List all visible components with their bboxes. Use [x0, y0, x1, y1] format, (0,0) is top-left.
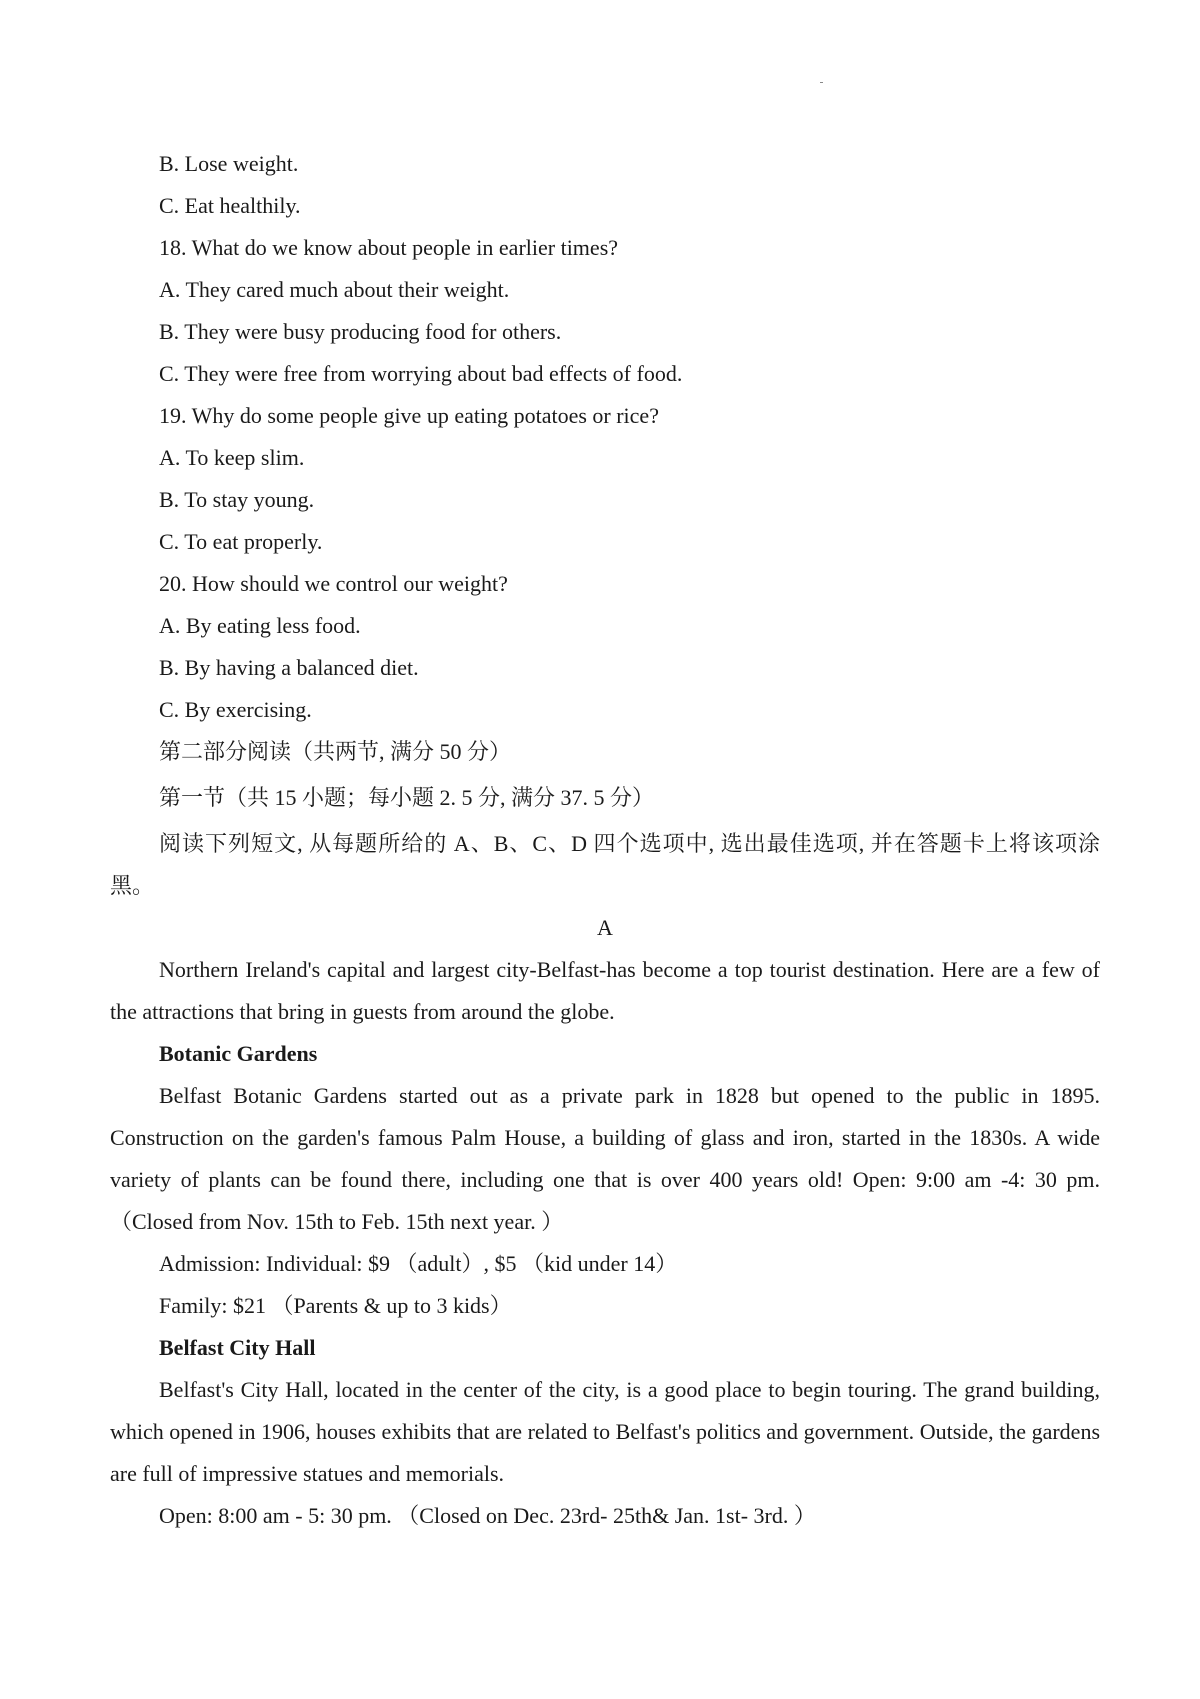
- city-hall-body: Belfast's City Hall, located in the center of the city, is a good place to begin touring. The grand building, which opened in 1906, houses exhibits that are related to Belfast's politics and government. Outside, the gardens are full of impressive statues and memorials.: [110, 1377, 1100, 1486]
- part2-title: 第二部分阅读（共两节, 满分 50 分）: [159, 739, 512, 764]
- q17-option-b: B. Lose weight.: [159, 151, 299, 176]
- scan-mark: [820, 82, 823, 83]
- section1-title: 第一节（共 15 小题；每小题 2. 5 分, 满分 37. 5 分）: [159, 785, 655, 810]
- botanic-admission: Admission: Individual: $9 （adult）, $5 （kid under 14）: [159, 1251, 678, 1276]
- q20-question: 20. How should we control our weight?: [159, 571, 508, 596]
- q18-option-b: B. They were busy producing food for others.: [159, 319, 562, 344]
- botanic-family: Family: $21 （Parents & up to 3 kids）: [159, 1293, 512, 1318]
- botanic-body: Belfast Botanic Gardens started out as a private park in 1828 but opened to the public in 1895. Construction on the garden's famous Palm House, a building of glass and iron, started in the 1830s. A wide variety of plants can be found there, including one that is over 400 years old! Open: 9:00 am -4: 30 pm. （Closed from Nov. 15th to Feb. 15th next year. ）: [110, 1083, 1100, 1234]
- passage-label: A: [597, 915, 613, 940]
- city-hall-open: Open: 8:00 am - 5: 30 pm. （Closed on Dec. 23rd- 25th& Jan. 1st- 3rd. ）: [159, 1503, 816, 1528]
- city-hall-heading: Belfast City Hall: [159, 1335, 316, 1360]
- q19-option-b: B. To stay young.: [159, 487, 315, 512]
- exam-page: [110, 143, 1100, 1537]
- q20-option-c: C. By exercising.: [159, 697, 312, 722]
- section1-instructions: 阅读下列短文, 从每题所给的 A、B、C、D 四个选项中, 选出最佳选项, 并在答题卡上将该项涂黑。: [110, 831, 1100, 898]
- q18-question: 18. What do we know about people in earlier times?: [159, 235, 619, 260]
- q17-option-c: C. Eat healthily.: [159, 193, 301, 218]
- q19-question: 19. Why do some people give up eating potatoes or rice?: [159, 403, 659, 428]
- q18-option-a: A. They cared much about their weight.: [159, 277, 510, 302]
- q20-option-b: B. By having a balanced diet.: [159, 655, 419, 680]
- q19-option-a: A. To keep slim.: [159, 445, 305, 470]
- passage-intro: Northern Ireland's capital and largest city-Belfast-has become a top tourist destination. Here are a few of the attractions that bring in guests from around the globe.: [110, 957, 1100, 1024]
- q18-option-c: C. They were free from worrying about bad effects of food.: [159, 361, 683, 386]
- q20-option-a: A. By eating less food.: [159, 613, 361, 638]
- botanic-heading: Botanic Gardens: [159, 1041, 318, 1066]
- q19-option-c: C. To eat properly.: [159, 529, 323, 554]
